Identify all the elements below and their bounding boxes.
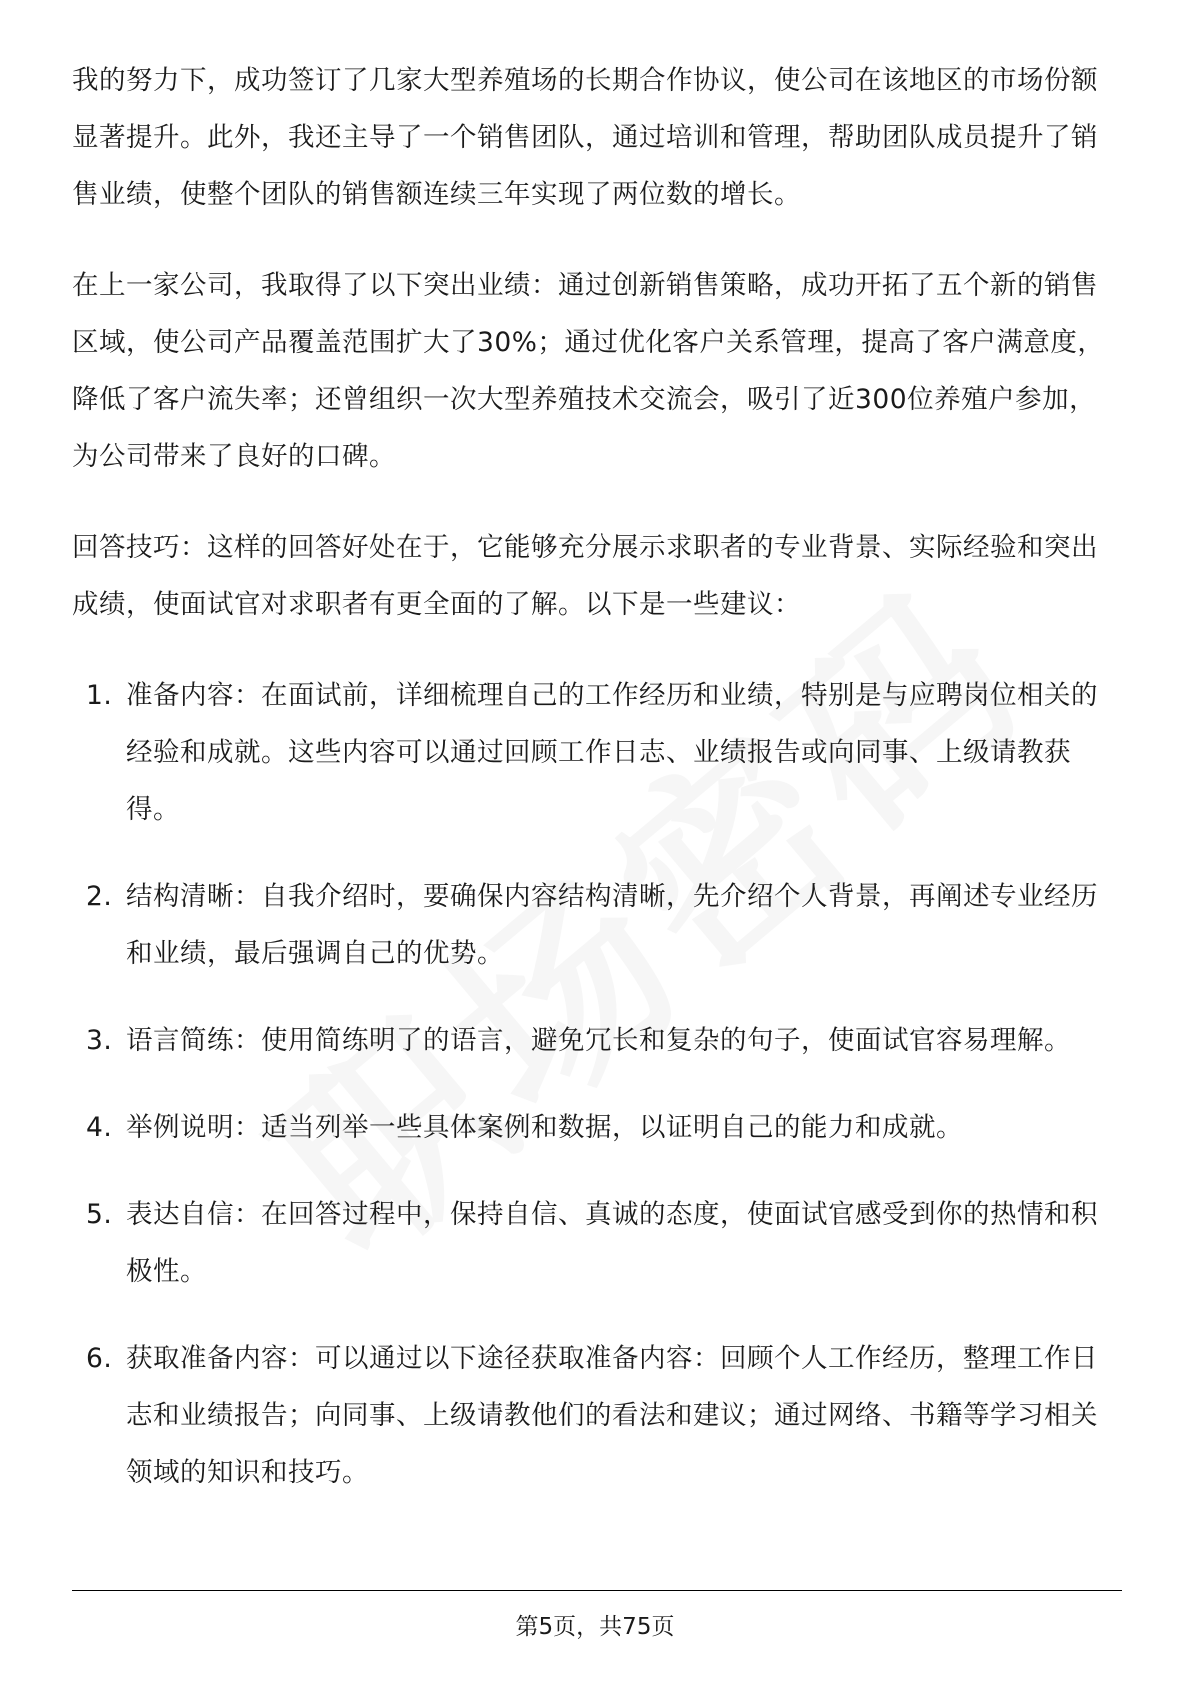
list-item <box>72 1330 1122 1501</box>
list-item <box>72 1186 1122 1300</box>
paragraph: 在上一家公司，我取得了以下突出业绩：通过创新销售策略，成功开拓了五个新的销售区域，使公司产品覆盖范围扩大了30%；通过优化客户关系管理，提高了客户满意度，降低了客户流失率；还曾组织一次大型养殖技术交流会，吸引了近300位养殖户参加，为公司带来了良好的口碑。 <box>72 270 1105 472</box>
list-item-text: 结构清晰：自我介绍时，要确保内容结构清晰，先介绍个人背景，再阐述专业经历和业绩，最后强调自己的优势。 <box>126 881 1098 969</box>
list-number: 2. <box>86 881 113 912</box>
list-item-text: 准备内容：在面试前，详细梳理自己的工作经历和业绩，特别是与应聘岗位相关的经验和成就。这些内容可以通过回顾工作日志、业绩报告或向同事、上级请教获得。 <box>126 680 1098 825</box>
list-item <box>72 1099 1122 1156</box>
paragraph: 我的努力下，成功签订了几家大型养殖场的长期合作协议，使公司在该地区的市场份额显著提升。此外，我还主导了一个销售团队，通过培训和管理，帮助团队成员提升了销售业绩，使整个团队的销售额连续三年实现了两位数的增长。 <box>72 65 1098 210</box>
list-item <box>72 667 1122 838</box>
list-item-text: 语言简练：使用简练明了的语言，避免冗长和复杂的句子，使面试官容易理解。 <box>126 1025 1071 1056</box>
list-item <box>72 868 1122 982</box>
list-number: 6. <box>86 1343 113 1374</box>
list-number: 5. <box>86 1199 113 1230</box>
list-item <box>72 1012 1122 1069</box>
list-number: 1. <box>86 680 113 711</box>
paragraph: 回答技巧：这样的回答好处在于，它能够充分展示求职者的专业背景、实际经验和突出成绩，使面试官对求职者有更全面的了解。以下是一些建议： <box>72 532 1098 620</box>
list-item-text: 表达自信：在回答过程中，保持自信、真诚的态度，使面试官感受到你的热情和积极性。 <box>126 1199 1098 1287</box>
list-item-text: 举例说明：适当列举一些具体案例和数据，以证明自己的能力和成就。 <box>126 1112 963 1143</box>
list-item-text: 获取准备内容：可以通过以下途径获取准备内容：回顾个人工作经历，整理工作日志和业绩报告；向同事、上级请教他们的看法和建议；通过网络、书籍等学习相关领域的知识和技巧。 <box>126 1343 1098 1488</box>
list-number: 4. <box>86 1112 113 1143</box>
page-number: 第5页，共75页 <box>515 1614 675 1640</box>
page-content <box>72 52 1122 1531</box>
list-number: 3. <box>86 1025 113 1056</box>
tips-list <box>72 667 1122 1501</box>
footer-divider <box>72 1590 1122 1591</box>
